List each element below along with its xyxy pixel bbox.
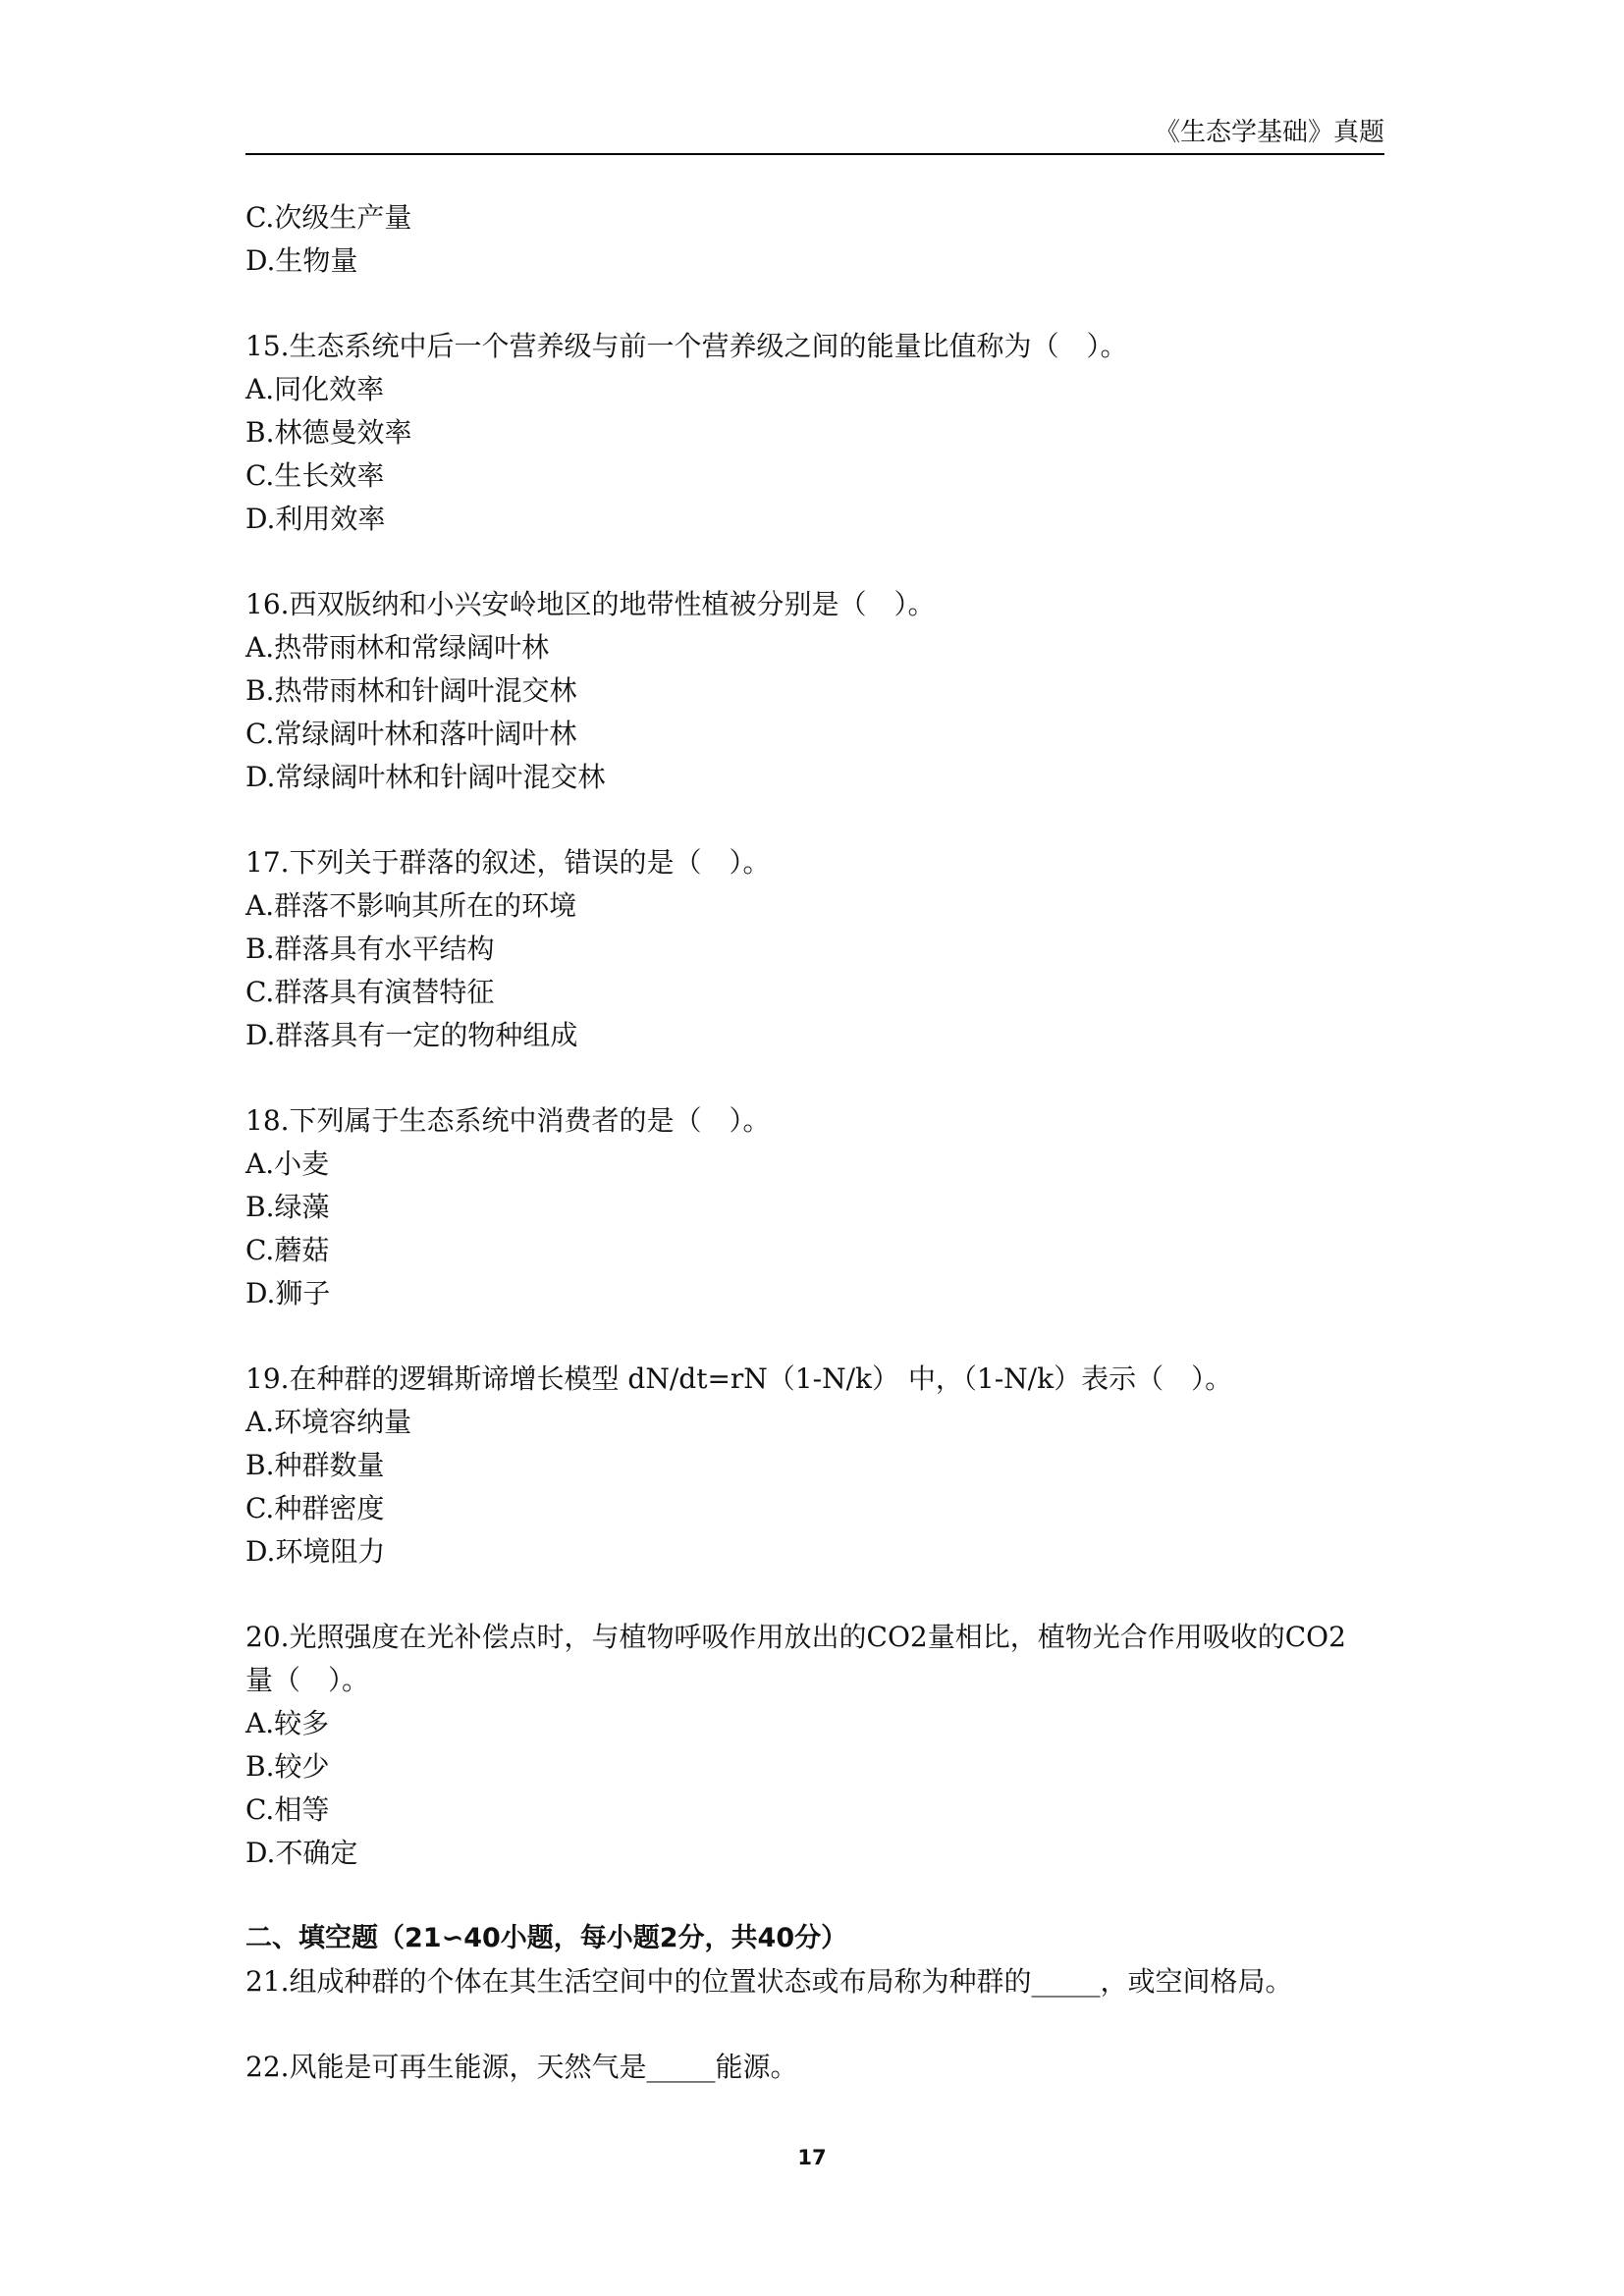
option-d: D.狮子 — [245, 1277, 331, 1309]
header-rule — [245, 153, 1384, 155]
section-fill-in-blank — [245, 1917, 1384, 2003]
option-c: C.蘑菇 — [245, 1234, 330, 1266]
question-14-continuation — [245, 196, 1384, 283]
option-a: A.同化效率 — [245, 373, 385, 405]
question-22: 22.风能是可再生能源，天然气是_____能源。 — [245, 2051, 798, 2083]
question-stem: 18.下列属于生态系统中消费者的是（ ）。 — [245, 1104, 771, 1137]
question-21: 21.组成种群的个体在其生活空间中的位置状态或布局称为种群的_____，或空间格局。 — [245, 1965, 1293, 1998]
page-header-title: 《生态学基础》真题 — [1154, 118, 1384, 147]
option-b: B.群落具有水平结构 — [245, 933, 495, 965]
question-17 — [245, 841, 1384, 1057]
option-c: C.生长效率 — [245, 459, 385, 492]
question-stem: 15.生态系统中后一个营养级与前一个营养级之间的能量比值称为（ ）。 — [245, 330, 1128, 362]
option-b: B.林德曼效率 — [245, 416, 412, 449]
option-b: B.绿藻 — [245, 1191, 330, 1223]
option-a: A.小麦 — [245, 1148, 330, 1180]
option-a: A.群落不影响其所在的环境 — [245, 889, 577, 922]
question-18 — [245, 1099, 1384, 1315]
option-d: D.群落具有一定的物种组成 — [245, 1019, 578, 1051]
option-c: C.种群密度 — [245, 1492, 385, 1524]
option-d: D.常绿阔叶林和针阔叶混交林 — [245, 761, 606, 793]
question-stem-continued: 量（ ）。 — [245, 1664, 370, 1696]
question-16 — [245, 583, 1384, 799]
page-number: 17 — [797, 2146, 827, 2169]
question-stem: 20.光照强度在光补偿点时，与植物呼吸作用放出的CO2量相比，植物光合作用吸收的CO2 — [245, 1621, 1346, 1653]
option-c: C.群落具有演替特征 — [245, 976, 495, 1008]
question-19 — [245, 1358, 1384, 1574]
option-c: C.相等 — [245, 1793, 330, 1826]
option-a: A.较多 — [245, 1707, 330, 1739]
option-b: B.热带雨林和针阔叶混交林 — [245, 674, 577, 707]
option-d: D.环境阻力 — [245, 1535, 386, 1568]
question-15 — [245, 325, 1384, 541]
page-content — [245, 196, 1384, 2131]
option-d: D.利用效率 — [245, 503, 386, 535]
option-b: B.种群数量 — [245, 1449, 385, 1481]
option-d: D.生物量 — [245, 244, 358, 277]
option-b: B.较少 — [245, 1750, 330, 1783]
option-c: C.次级生产量 — [245, 201, 412, 234]
option-c: C.常绿阔叶林和落叶阔叶林 — [245, 718, 577, 750]
question-20 — [245, 1616, 1384, 1875]
question-stem: 19.在种群的逻辑斯谛增长模型 dN/dt=rN（1-N/k） 中，（1-N/k）表示（ ）。 — [245, 1362, 1233, 1395]
option-a: A.环境容纳量 — [245, 1406, 412, 1438]
question-stem: 17.下列关于群落的叙述，错误的是（ ）。 — [245, 846, 771, 879]
section-title: 二、填空题（21∽40小题，每小题2分，共40分） — [245, 1923, 848, 1953]
option-a: A.热带雨林和常绿阔叶林 — [245, 631, 550, 664]
question-stem: 16.西双版纳和小兴安岭地区的地带性植被分别是（ ）。 — [245, 588, 936, 620]
question-22-block — [245, 2046, 1384, 2089]
option-d: D.不确定 — [245, 1837, 358, 1869]
